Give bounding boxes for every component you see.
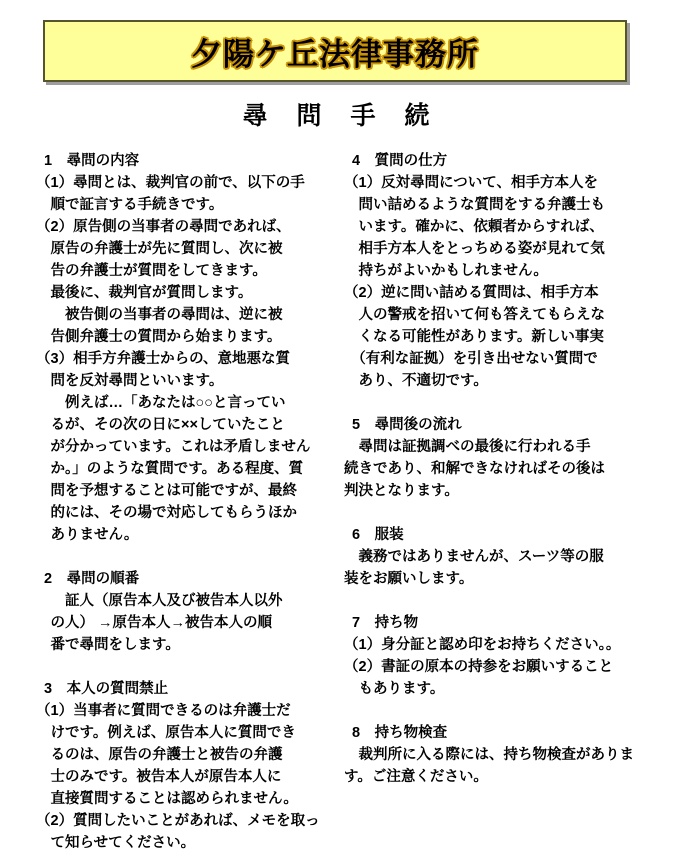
section-heading: 8 持ち物検査: [352, 725, 448, 741]
text-line: 問を予想することは可能ですが、最終: [36, 483, 297, 499]
text-line: 直接質問することは認められません。: [36, 791, 298, 807]
text-line: が分かっています。これは矛盾しません: [36, 439, 311, 455]
text-line: 順で証言する手続きです。: [36, 197, 224, 213]
two-column-body: [36, 150, 648, 854]
office-name-banner: [43, 20, 627, 82]
text-line: けです。例えば、原告本人に質問でき: [36, 725, 296, 741]
text-line: （3）相手方弁護士からの、意地悪な質: [36, 351, 290, 367]
text-line: す。ご注意ください。: [344, 769, 488, 785]
section-6: [344, 524, 648, 590]
text-line: 最後に、裁判官が質問します。: [36, 285, 253, 301]
section-heading: 4 質問の仕方: [352, 153, 448, 169]
text-line: ありません。: [36, 527, 139, 543]
text-line: 人の警戒を招いて何も答えてもらえな: [344, 307, 605, 323]
section-7: [344, 612, 648, 700]
text-line: の人） →原告本人→被告本人の順: [36, 615, 273, 631]
text-line: （有利な証拠）を引き出せない質問で: [344, 351, 598, 367]
text-line: （1）身分証と認め印をお持ちください。。: [344, 637, 621, 653]
office-name: 夕陽ケ丘法律事務所: [191, 36, 479, 72]
text-line: 原告の弁護士が先に質問し、次に被: [36, 241, 283, 257]
section-2: [36, 568, 338, 656]
text-line: 問い詰めるような質問をする弁護士も: [344, 197, 605, 213]
left-column: [36, 150, 338, 854]
section-4: [344, 150, 648, 392]
text-line: （1）当事者に質問できるのは弁護士だ: [36, 703, 291, 719]
text-line: います。確かに、依頼者からすれば、: [344, 219, 604, 235]
text-line: あり、不適切です。: [344, 373, 488, 389]
right-column: [344, 150, 648, 854]
text-line: （1）尋問とは、裁判官の前で、以下の手: [36, 175, 305, 191]
text-line: るが、その次の日に××していたこと: [36, 417, 285, 433]
text-line: もあります。: [344, 681, 445, 697]
text-line: 例えば…「あなたは○○と言ってい: [36, 395, 286, 411]
text-line: 続きであり、和解できなければその後は: [344, 461, 605, 477]
text-line: （2）書証の原本の持参をお願いすること: [344, 659, 614, 675]
section-3: [36, 678, 338, 854]
section-heading: 6 服装: [352, 527, 404, 543]
text-line: 裁判所に入る際には、持ち物検査がありま: [344, 747, 634, 763]
section-heading: 7 持ち物: [352, 615, 419, 631]
text-line: 相手方本人をとっちめる姿が見れて気: [344, 241, 605, 257]
text-line: 尋問は証拠調べの最後に行われる手: [344, 439, 591, 455]
text-line: て知らせてください。: [36, 835, 196, 851]
text-line: 義務ではありませんが、スーツ等の服: [344, 549, 604, 565]
document-title: 尋 問 手 続: [242, 102, 432, 130]
section-heading: 5 尋問後の流れ: [352, 417, 462, 433]
text-line: （2）質問したいことがあれば、メモを取っ: [36, 813, 320, 829]
text-line: 告の弁護士が質問をしてきます。: [36, 263, 267, 279]
text-line: か。」のような質問です。ある程度、質: [36, 461, 304, 477]
text-line: （2）逆に問い詰める質問は、相手方本: [344, 285, 599, 301]
text-line: 番で尋問をします。: [36, 637, 180, 653]
section-8: [344, 722, 648, 788]
section-5: [344, 414, 648, 502]
text-line: 的には、その場で対応してもらうほか: [36, 505, 297, 521]
section-heading: 1 尋問の内容: [44, 153, 140, 169]
text-line: くなる可能性があります。新しい事実: [344, 329, 604, 345]
text-line: （2）原告側の当事者の尋問であれば、: [36, 219, 291, 235]
text-line: 証人（原告本人及び被告本人以外: [36, 593, 283, 609]
text-line: （1）反対尋問について、相手方本人を: [344, 175, 598, 191]
text-line: 判決となります。: [344, 483, 459, 499]
text-line: 被告側の当事者の尋問は、逆に被: [36, 307, 283, 323]
text-line: 持ちがよいかもしれません。: [344, 263, 548, 279]
text-line: 問を反対尋問といいます。: [36, 373, 224, 389]
section-1: [36, 150, 338, 546]
text-line: 士のみです。被告本人が原告本人に: [36, 769, 282, 785]
section-heading: 2 尋問の順番: [44, 571, 140, 587]
section-heading: 3 本人の質問禁止: [44, 681, 169, 697]
text-line: るのは、原告の弁護士と被告の弁護: [36, 747, 283, 763]
text-line: 装をお願いします。: [344, 571, 474, 587]
text-line: 告側弁護士の質問から始まります。: [36, 329, 282, 345]
